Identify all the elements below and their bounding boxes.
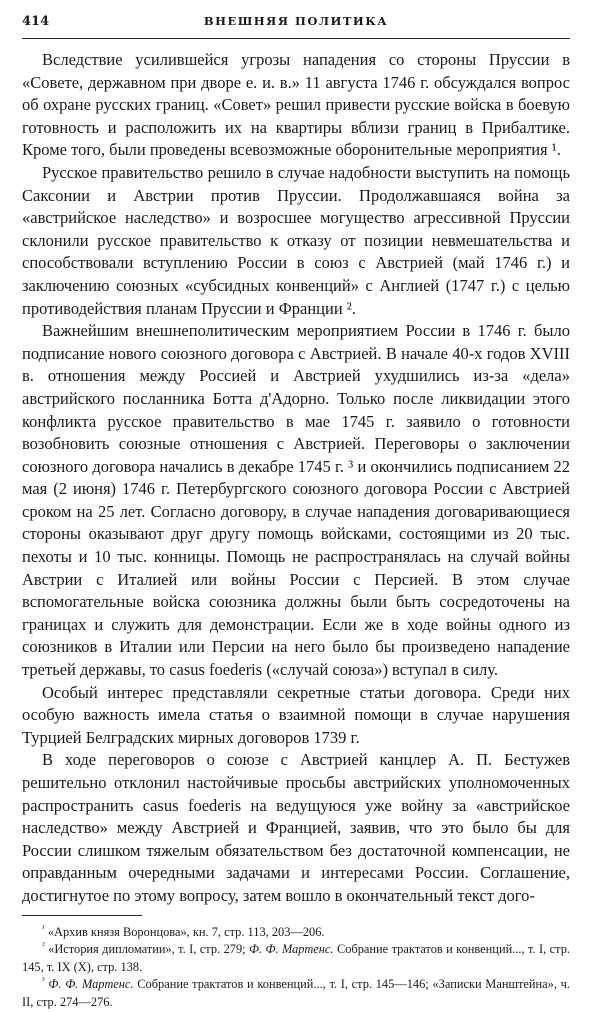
footnote-1 (22, 924, 570, 942)
footnote-divider (22, 915, 142, 916)
paragraph-1: Вследствие усилившейся угрозы нападения со стороны Пруссии в «Совете, державном при дворе е. и. в.» 11 августа 1746 г. обсуждался вопрос об охране русских границ. «Совет» решил привести русские войска в боевую готовность и расположить их на квартиры вблизи границ в Прибалтике. Кроме того, были проведены всевозможные оборонительные мероприятия ¹. (22, 50, 570, 160)
footnote-author: Ф. Ф. Мартенс. (48, 977, 134, 992)
paragraph-5: В ходе переговоров о союзе с Австрией канцлер А. П. Бестужев решительно отклонил настойчивые просьбы австрийских уполномоченных распространить casus foederis на ведущуюся уже войну за «австрийское наследство» между Австрией и Францией, заявив, что это было бы для России слишком тяжелым обязательством без достаточной компенсации, не оправданным очередными задачами и интересами России. Соглашение, достигнутое по этому вопросу, затем вошло в окончательный текст дого- (22, 750, 570, 905)
page-header (22, 14, 570, 39)
body-text (22, 49, 570, 908)
footnote-mark: ¹ (42, 922, 45, 933)
footnote-text: Собрание трактатов и конвенций..., т. I, стр. 145, т. IX (X), стр. 138. (22, 942, 570, 974)
footnote-text: «История дипломатии», т. I, стр. 279; (48, 942, 250, 957)
paragraph-2: Русское правительство решило в случае надобности выступить на помощь Саксонии и Австрии против Пруссии. Продолжавшаяся война за «австрийское наследство» и возросшее могущество агрессивной Пруссии склонили русское правительство к отказу от позиции невмешательства и способствовали вступлению России в союз с Австрией (май 1746 г.) и заключению союзных «субсидных конвенций» с Англией (1747 г.) с целью противодействия планам Пруссии и Франции ². (22, 162, 570, 318)
footnote-text: «Архив князя Воронцова», кн. 7, стр. 113, 203—206. (47, 924, 325, 939)
footnote-text: Собрание трактатов и конвенций..., т. I, стр. 145—146; «Записки Манштейна», ч. II, стр. 274—276. (22, 977, 570, 1009)
page-number: 414 (22, 14, 50, 29)
paragraph-4: Особый интерес представляли секретные статьи договора. Среди них особую важность имела статья о взаимной помощи в случае нарушения Турцией Белградских мирных договоров 1739 г. (22, 682, 570, 747)
footnote-mark: ³ (42, 975, 45, 986)
running-title: ВНЕШНЯЯ ПОЛИТИКА (203, 14, 389, 28)
footnote-3 (22, 976, 570, 1011)
footnote-author: Ф. Ф. Мартенс. (249, 942, 334, 957)
footnotes (22, 924, 570, 1012)
footnote-2 (22, 941, 570, 976)
footnote-mark: ² (42, 940, 45, 951)
paragraph-3: Важнейшим внешнеполитическим мероприятием России в 1746 г. было подписание нового союзного договора с Австрией. В начале 40-х годов XVIII в. отношения между Россией и Австрией ухудшились из-за «дела» австрийского посланника Ботта д'Адорно. Только после ликвидации этого конфликта русское правительство в мае 1745 г. заявило о готовности возобновить союзные отношения с Австрией. Переговоры о заключении союзного договора начались в декабре 1745 г. ³ и окончились подписанием 22 мая (2 июня) 1746 г. Петербургского союзного договора России с Австрией сроком на 25 лет. Согласно договору, в случае нападения договаривающиеся стороны оказывают друг другу помощь войсками, состоящими из 20 тыс. пехоты и 10 тыс. конницы. Помощь не распространялась на случай войны Австрии с Италией или войны России с Персией. В этом случае вспомогательные войска союзника должны были быть сосредоточены на границах и служить для демонстрации. Если же в ходе войны одного из союзников в Италии или Персии на него было бы произведено нападение третьей державы, то casus foederis («случай союза») вступал в силу. (22, 321, 570, 680)
